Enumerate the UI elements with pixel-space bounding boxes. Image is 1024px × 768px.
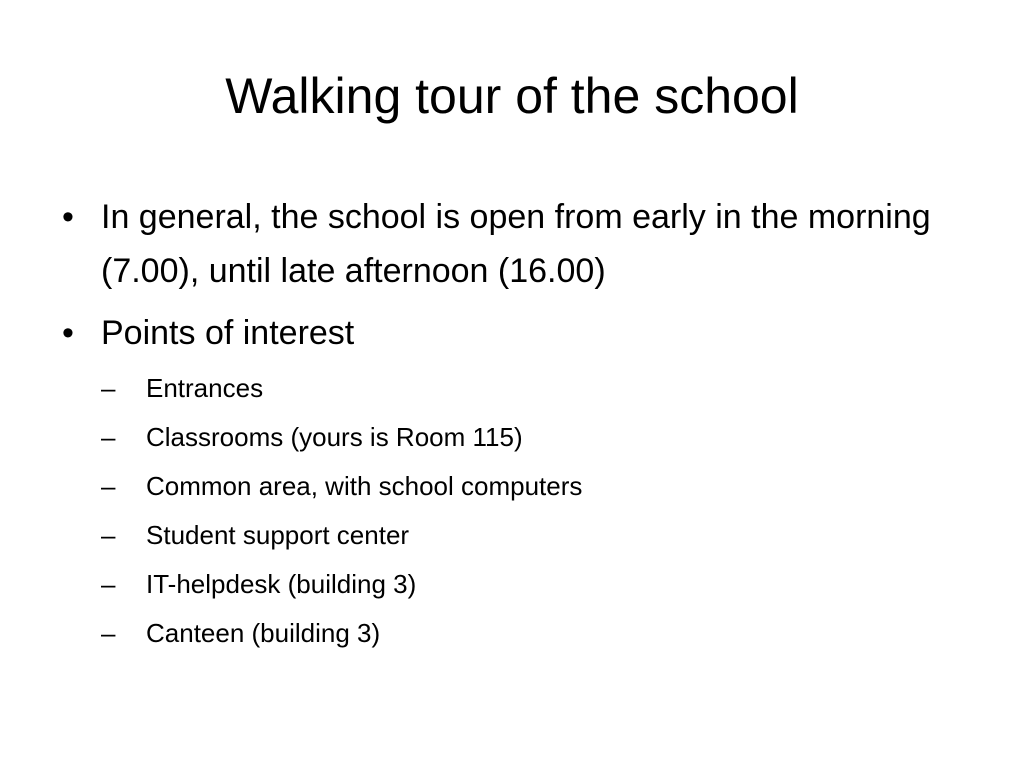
- sub-item-text: Student support center: [146, 520, 410, 550]
- slide-title: Walking tour of the school: [225, 68, 799, 124]
- dash-icon: –: [101, 422, 116, 452]
- bullet-list: [56, 190, 986, 666]
- sub-bullet-list: [101, 364, 986, 658]
- dash-icon: –: [101, 471, 116, 501]
- sub-item-canteen: [101, 609, 986, 658]
- sub-item-text: Entrances: [146, 373, 264, 403]
- sub-item-text: Classrooms (yours is Room 115): [146, 422, 523, 452]
- sub-item-text: IT-helpdesk (building 3): [146, 569, 417, 599]
- bullet-item-opening-hours: [56, 190, 986, 298]
- dash-icon: –: [101, 569, 116, 599]
- sub-item-text: Canteen (building 3): [146, 618, 381, 648]
- dash-icon: –: [101, 618, 116, 648]
- sub-item-classrooms: [101, 413, 986, 462]
- bullet-item-points-of-interest: [56, 306, 986, 658]
- bullet-text: Points of interest: [101, 314, 355, 352]
- bullet-icon: •: [62, 198, 74, 236]
- dash-icon: –: [101, 373, 116, 403]
- dash-icon: –: [101, 520, 116, 550]
- sub-item-student-support: [101, 511, 986, 560]
- sub-item-text: Common area, with school computers: [146, 471, 583, 501]
- bullet-text: In general, the school is open from early in the morning (7.00), until late afternoon (16.00): [101, 198, 931, 290]
- sub-item-entrances: [101, 364, 986, 413]
- sub-item-it-helpdesk: [101, 560, 986, 609]
- sub-item-common-area: [101, 462, 986, 511]
- bullet-icon: •: [62, 314, 74, 352]
